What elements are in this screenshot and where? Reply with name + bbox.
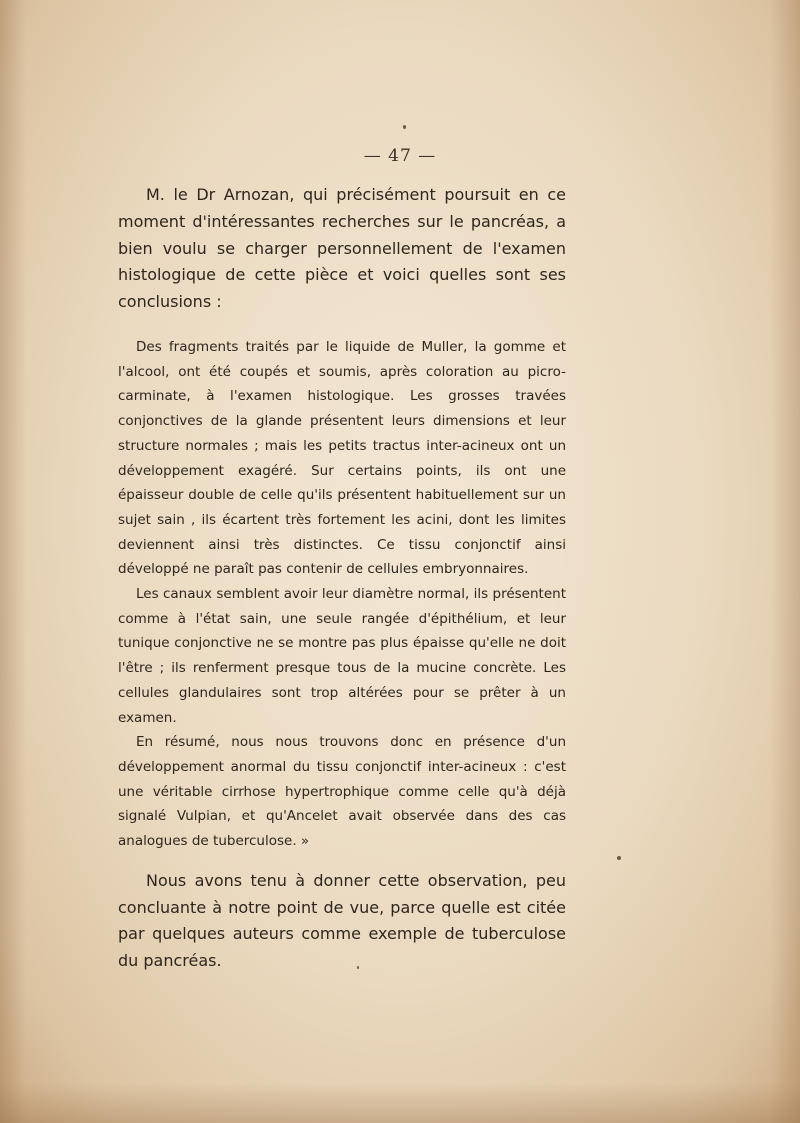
intro-paragraph: M. le Dr Arnozan, qui précisément poursuit en ce moment d'intéressantes recherches sur le pancréas, a bien voulu se charger personnellement de l'examen histologique de cette pièce et voici quelles sont ses conclusions : <box>118 185 566 312</box>
quote-paragraph: Les canaux semblent avoir leur diamètre normal, ils présentent comme à l'état sain, une seule rangée d'épithélium, et leur tunique conjonctive ne se montre pas plus épaisse qu'elle ne doit l'être ; ils renferment presque tous de la mucine concrète. Les cellules glandulaires sont trop altérées pour se prêter à un examen. <box>118 586 566 726</box>
intro-section <box>118 182 566 316</box>
quote-paragraph: Des fragments traités par le liquide de Muller, la gomme et l'alcool, ont été coupés et soumis, après coloration au picro-carminate, à l'examen histologique. Les grosses travées conjonctives de la glande présentent leurs dimensions et leur structure normales ; mais les petits tractus inter-acineux ont un développement exagéré. Sur certains points, ils ont une épaisseur double de celle qu'ils présentent habituellement sur un sujet sain , ils écartent très fortement les acini, dont les limites deviennent ainsi très distinctes. Ce tissu conjonctif ainsi développé ne paraît pas contenir de cellules embryonnaires. <box>118 339 566 578</box>
conclusion-section <box>118 868 566 974</box>
page-number: — 47 — <box>363 146 437 166</box>
paper-speck <box>617 856 621 860</box>
paper-edge-shadow-left <box>0 0 26 1123</box>
conclusion-paragraph: Nous avons tenu à donner cette observation, peu concluante à notre point de vue, parce quelle est citée par quelques auteurs comme exemple de tuberculose du pancréas. <box>118 871 566 970</box>
paper-speck <box>403 125 406 129</box>
quote-paragraph: En résumé, nous nous trouvons donc en présence d'un développement anormal du tissu conjonctif inter-acineux : c'est une véritable cirrhose hypertrophique comme celle qu'à déjà signalé Vulpian, et qu'Ancelet avait observée dans des cas analogues de tuberculose. » <box>118 734 566 850</box>
paper-edge-shadow-right <box>770 0 800 1123</box>
paper-edge-shadow-bottom <box>0 1083 800 1123</box>
quoted-conclusions <box>118 335 566 854</box>
